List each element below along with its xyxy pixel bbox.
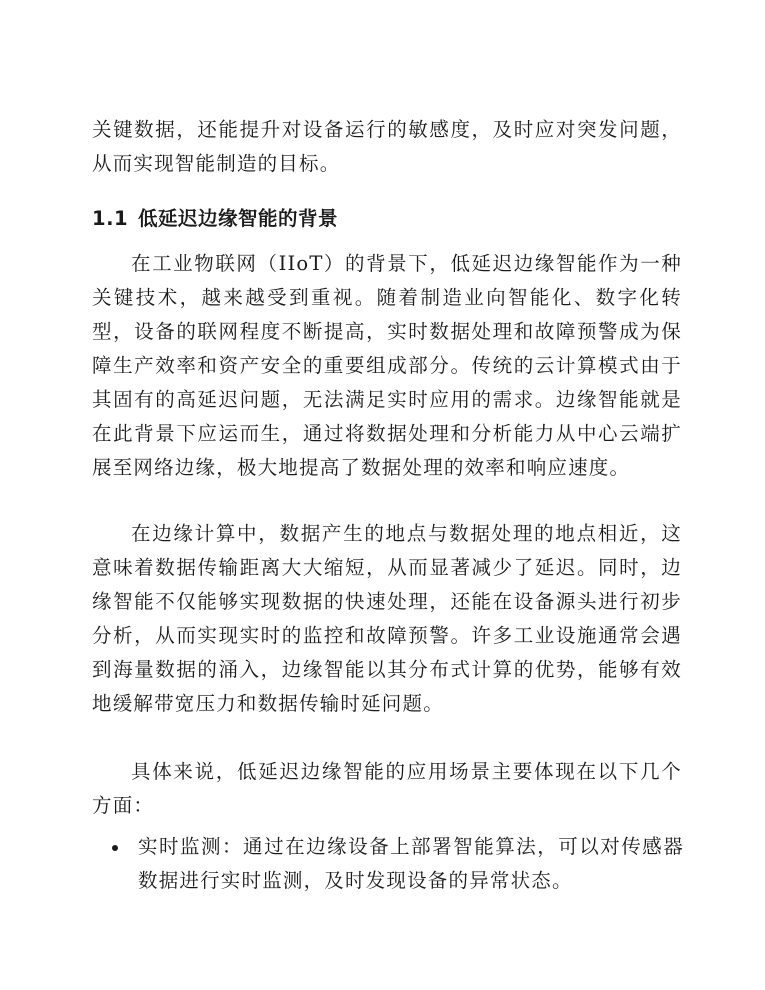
section-number: 1.1 (92, 207, 129, 230)
paragraph-edge-computing: 在边缘计算中，数据产生的地点与数据处理的地点相近，这意味着数据传输距离大大缩短，从而显著减少了延迟。同时，边缘智能不仅能够实现数据的快速处理，还能在设备源头进行初步分析，从而实现实时的监控和故障预警。许多工业设施通常会遇到海量数据的涌入，边缘智能以其分布式计算的优势，能够有效地缓解带宽压力和数据传输时延问题。 (92, 522, 682, 715)
list-item-text: 实时监测：通过在边缘设备上部署智能算法，可以对传感器数据进行实时监测，及时发现设备的异常状态。 (138, 835, 684, 892)
list-item (112, 830, 684, 898)
paragraph-scenarios-intro: 具体来说，低延迟边缘智能的应用场景主要体现在以下几个方面： (92, 760, 682, 817)
bullet-icon (112, 845, 118, 851)
section-heading (92, 202, 338, 236)
paragraph-background: 在工业物联网（IIoT）的背景下，低延迟边缘智能作为一种关键技术，越来越受到重视。随着制造业向智能化、数字化转型，设备的联网程度不断提高，实时数据处理和故障预警成为保障生产效率和资产安全的重要组成部分。传统的云计算模式由于其固有的高延迟问题，无法满足实时应用的需求。边缘智能就是在此背景下应运而生，通过将数据处理和分析能力从中心云端扩展至网络边缘，极大地提高了数据处理的效率和响应速度。 (92, 252, 682, 479)
intro-paragraph: 关键数据，还能提升对设备运行的敏感度，及时应对突发问题，从而实现智能制造的目标。 (92, 118, 682, 175)
section-title: 低延迟边缘智能的背景 (138, 207, 339, 230)
scenario-list (112, 830, 684, 898)
